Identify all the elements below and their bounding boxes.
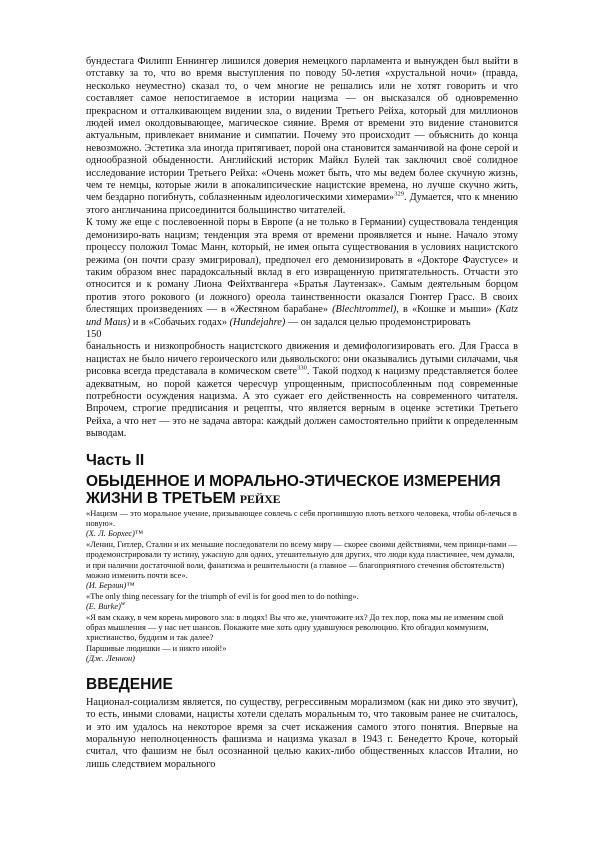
paragraph-3-text: банальность и низкопробность нацистского движения и демифологизировать его. Для Грасса в нацистах не было ничего героического или дьявольского: они оказывались дутыми силачами, чья рисовка всегда представала в комическом свете <box>86 341 518 378</box>
epigraph-4-line-2: Паршивые людишки — и никто иной!» <box>86 643 227 653</box>
paragraph-3-text-end: . Такой подход к нацизму представляется более адекватным, но порой кажется чересчур упрощенным, приспособленным под современные потребности осуждения нацизма. А это сужает его действенность на современного читателя. Впрочем, строгие предписания и рецепты, что является верным в оценке эстетики Третьего Рейха, а что нет — это не задача автора: каждый должен самостоятельно прийти к определенным выводам. <box>86 366 518 440</box>
epigraph-2-text: «Ленин, Гитлер, Сталин и их меньшие последователи по всему миру — скорее своими действиями, чем принци-пами — продемонстрировали ту истину, ужасную для одних, утешительную для других, что люди куда пластичнее, чем думали, и при наличии достаточной воли, фанатизма и решительности (а главное — благоприятного стечения обстоятельств) можно изменить почти все». <box>86 539 517 581</box>
document-page <box>86 56 518 771</box>
paragraph-1-text: бундестага Филипп Еннингер лишился доверия немецкого парламента и вынужден был выйти в отставку за то, что во время выступления по поводу 50-летия «хрустальной ночи» (правда, несколько неуместно) сказал то, о чем многие не решались или не хотят говорить и что составляет самое непостигаемое в истории нацизма — он высказался об одновременно прекрасном и отталкивающем видении зла, о видении Третьего Рейха, который для миллионов людей имел околдовывающее, магическое сияние. Время от времени это видение становится актуальным, привлекает внимание и симпатии. Почему это происходит — объяснить до конца невозможно. Эстетика зла иногда притягивает, порой она становится заманчивой на фоне серой и однообразной обыденности. Английский историк Майкл Булей так заключил своё солидное исследование истории Третьего Рейха: «Очень может быть, что мы ведем более скучную жизнь, чем те немцы, которые жили в апокалипсические нацистские времена, но лучше скучно жить, чем бездарно погибнуть, соблазненным идеологическими химерами» <box>86 56 518 204</box>
footnote-ref-330[interactable]: 330 <box>297 364 307 372</box>
epigraph-1-text: «Нацизм — это моральное учение, призывающее совлечь с себя прогнившую плоть ветхого человека, чтобы об-лечься в новую». <box>86 508 517 528</box>
epigraph-3-footnote: w <box>120 600 126 608</box>
title-katz-und-maus: (Katz und Maus) <box>86 304 518 328</box>
part-title-main: ОБЫДЕННОЕ И МОРАЛЬНО-ЭТИЧЕСКОЕ ИЗМЕРЕНИЯ ЖИЗНИ В ТРЕТЬЕМ <box>86 472 501 508</box>
epigraph-2-author: (И. Берлин)™ <box>86 581 135 591</box>
part-heading: Часть II <box>86 451 145 469</box>
epigraph-3-author-name: (E. Burke) <box>86 602 121 612</box>
epigraph-3-author <box>86 602 518 612</box>
paragraph-1 <box>86 56 518 217</box>
intro-heading: ВВЕДЕНИЕ <box>86 675 173 693</box>
paragraph-2 <box>86 217 518 329</box>
part-title <box>86 473 518 509</box>
epigraph-3-text: «The only thing necessary for the triumph of evil is for good men to do nothing». <box>86 591 359 601</box>
epigraphs <box>86 509 518 665</box>
page-number: 150 <box>86 328 102 340</box>
title-blechtrommel: (Blechtrommel), <box>332 304 399 316</box>
epigraph-4-author: (Дж. Леннон) <box>86 654 135 664</box>
title-hundejahre: (Hundejahre) <box>229 316 286 328</box>
paragraph-2-text-d: — он задался целью продемонстрировать <box>285 316 471 328</box>
paragraph-1-text-end: . Думается, что к мнению этого англичанина присоединится большинство читателей. <box>86 192 518 216</box>
epigraph-1-author: (Х. Л. Борхес)™ <box>86 529 144 539</box>
paragraph-2-text: К тому же еще с послевоенной поры в Европе (а не только в Германии) существовала тенденция демонизиро-вать нацизм; тенденция эта время от времени проявляется и ныне. Начало этому процессу положил Томас Манн, который, не имея опыта существования в условиях нацистского режима (он почти сразу эмигрировал), предпочел его демонизировать в «Докторе Фаустусе» и таким образом внес парадоксальный вклад в его извращенную притягательность. Отчасти это относится и к роману Лиона Фейхтвангера «Братья Лаутензак». Самым деятельным борцом против этого рокового (и ложного) ореола таинственности оказался Гюнтер Грасс. В своих блестящих произведениях — в «Жестяном барабане» <box>86 217 518 316</box>
part-title-small: РЕЙХЕ <box>239 492 281 507</box>
paragraph-2-text-b: в «Кошке и мыши» <box>398 304 496 316</box>
footnote-ref-329[interactable]: 329 <box>394 191 404 199</box>
paragraph-2-text-c: и в «Собачьих годах» <box>130 316 230 328</box>
intro-paragraph: Национал-социализм является, по существу, регрессивным морализмом (как ни дико это звучит), то есть, иными словами, нацисты хотели сделать моральным то, что таковым ранее не считалось, и это им удалось на некоторое время за счет искажения самого этого понятия. Впервые на моральную неполноценность фашизма и нацизма указал в 1943 г. Бенедетто Кроче, который считал, что фашизм не был осознанной целью каких-либо общественных классов Италии, но лишь следствием морального <box>86 696 518 770</box>
epigraph-4-text: «Я вам скажу, в чем корень мирового зла: в людях! Вы что же, уничтожите их? До тех пор, пока мы не изменим свой образ мышления — у нас нет шансов. Покажите мне хоть одну удавшуюся революцию. Кто обгадил коммунизм, христианство, буддизм и так далее? <box>86 612 504 643</box>
paragraph-3 <box>86 341 518 440</box>
